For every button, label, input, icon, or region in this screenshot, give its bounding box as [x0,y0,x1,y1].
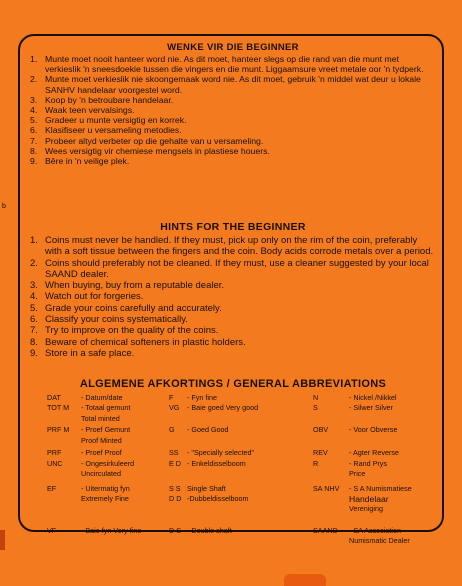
item-text: Try to improve on the quality of the coins. [45,325,219,337]
abbr-meaning: - Double shaft [187,525,232,535]
abbr-code: VG [169,403,180,413]
item-number: 6. [30,125,38,136]
edge-mark [0,530,5,550]
abbr-meaning: - Uitermatig fyn Extremely Fine [81,483,130,504]
item-text: Bêre in 'n veilige plek. [45,156,130,167]
abbr-meaning: - Enkeldisselboom [187,458,246,468]
abbr-meaning: - Proef Proof [81,448,122,458]
abbr-meaning: - Fyn fine [187,393,217,402]
abbr-meaning: - Silwer Silver [349,403,393,413]
abbr-code: TOT M [47,403,70,413]
abbr-code: PRF M [47,425,70,435]
item-number: 5. [30,115,38,126]
abbr-meaning: - S A Numismatiese Handelaar Vereniging [349,483,412,514]
item-text: Beware of chemical softeners in plastic holders. [45,336,246,348]
list-item [30,125,436,136]
item-number: 5. [30,302,38,314]
abbr-meaning: - Goed Good [187,425,229,435]
list-item [30,235,436,258]
item-number: 3. [30,94,38,105]
item-number: 3. [30,280,38,292]
item-text: Watch out for forgeries. [45,291,144,303]
english-list [30,235,436,359]
abbr-meaning: - Totaal gemunt Total minted [81,403,131,423]
abbr-code: G [169,425,175,435]
item-text: Store in a safe place. [45,347,135,359]
afrikaans-heading: WENKE VIR DIE BEGINNER [167,42,299,53]
abbr-meaning: - Nickel /Nikkel [349,393,397,402]
english-heading: HINTS FOR THE BEGINNER [160,221,306,233]
abbr-meaning: - Rand Prys Price [349,458,387,479]
stray-mark: b [2,203,6,210]
item-number: 9. [30,156,38,167]
abbr-code: S [313,403,318,413]
abbr-code: D S [169,525,181,535]
afrikaans-section [30,42,436,166]
item-number: 4. [30,291,38,303]
abbr-code: N [313,393,319,402]
abbr-meaning: - Baie fyn Very fine [81,525,142,535]
item-number: 7. [30,325,38,337]
item-number: 8. [30,145,38,156]
abbr-code: SAAND [313,525,338,535]
list-item [30,280,436,292]
abbr-meaning: - Agter Reverse [349,448,399,458]
item-text: Coins must never be handled. If they must, pick up only on the rim of the coin, preferably with a soft tissue between the fingers and the coin. Body acids corrode metals over a period. [45,235,434,258]
item-text: Wees versigtig vir chemiese mengsels in plastiese houers. [45,145,270,156]
list-item [30,74,436,95]
list-item [30,94,436,105]
bottom-tab-mark [284,574,326,586]
item-text: Grade your coins carefully and accurately. [45,302,222,314]
abbreviations-heading: ALGEMENE AFKORTINGS / GENERAL ABBREVIATIONS [79,378,387,390]
list-item [30,54,436,75]
afrikaans-list [30,54,436,166]
abbr-code: S S D D [169,483,182,504]
abbr-code: E D [169,458,181,468]
item-number: 4. [30,105,38,116]
item-number: 8. [30,336,38,348]
item-text: Classify your coins systematically. [45,314,188,326]
list-item [30,336,436,348]
item-number: 6. [30,314,38,326]
abbr-code: SA NHV [313,483,340,493]
list-item [30,347,436,359]
list-item [30,135,436,146]
abbr-code: EF [47,483,57,493]
english-section [30,221,436,359]
item-number: 1. [30,54,38,64]
item-number: 7. [30,135,38,146]
abbr-code: R [313,458,319,468]
abbr-meaning: - Datum/date [81,393,123,402]
item-text: When buying, buy from a reputable dealer. [45,280,225,292]
abbr-code: UNC [47,458,63,468]
item-text: Gradeer u munte versigtig en korrek. [45,115,187,126]
list-item [30,257,436,281]
list-item [30,325,436,337]
item-text: Munte moet nooit hanteer word nie. As dit moet, hanteer slegs op die rand van die munt met verkieslik 'n sneesdoekie tussen die vingers en die munt. Liggaamsure vreet metale oor 'n tydperk. [45,54,424,75]
abbr-meaning: - Ongesirkuleerd Uncirculated [81,458,135,479]
list-item [30,115,436,126]
list-item [30,314,436,326]
list-item [30,156,436,167]
item-text: Waak teen vervalsings. [45,105,135,116]
abbr-meaning: - Voor Obverse [349,425,398,435]
item-text: Koop by 'n betroubare handelaar. [45,94,174,105]
item-number: 9. [30,347,38,359]
item-text: Klasifiseer u versameling metodies. [45,125,182,136]
item-text: Coins should preferably not be cleaned. If they must, use a cleaner suggested by your local SAAND dealer. [45,257,429,280]
abbr-code: REV [313,448,328,458]
abbr-meaning: Single Shaft -Dubbeldisselboom [187,483,249,504]
list-item [30,302,436,314]
abbr-code: SS [169,448,179,458]
list-item [30,145,436,156]
abbr-code: VF [47,525,57,535]
item-number: 2. [30,74,38,85]
abbr-meaning: - Baie goed Very good [187,403,259,413]
list-item [30,105,436,116]
abbr-meaning: - SA Association Numismatic Dealer [349,525,410,546]
abbr-code: PRF [47,448,62,458]
abbr-code: DAT [47,393,61,402]
abbr-meaning: - "Specially selected" [187,448,255,458]
item-text: Probeer altyd verbeter op die gehalte van u versameling. [45,135,264,146]
abbr-code: F [169,393,174,402]
item-number: 1. [30,235,38,246]
list-item [30,291,436,303]
abbr-meaning: - Proef Gemunt Proof Minted [81,425,131,445]
abbr-code: OBV [313,425,329,435]
item-text: Munte moet verkieslik nie skoongemaak word nie. As dit moet, gebruik 'n middel wat deur u lokale SANHV handelaar voorgestel word. [45,74,421,95]
item-number: 2. [30,257,38,269]
